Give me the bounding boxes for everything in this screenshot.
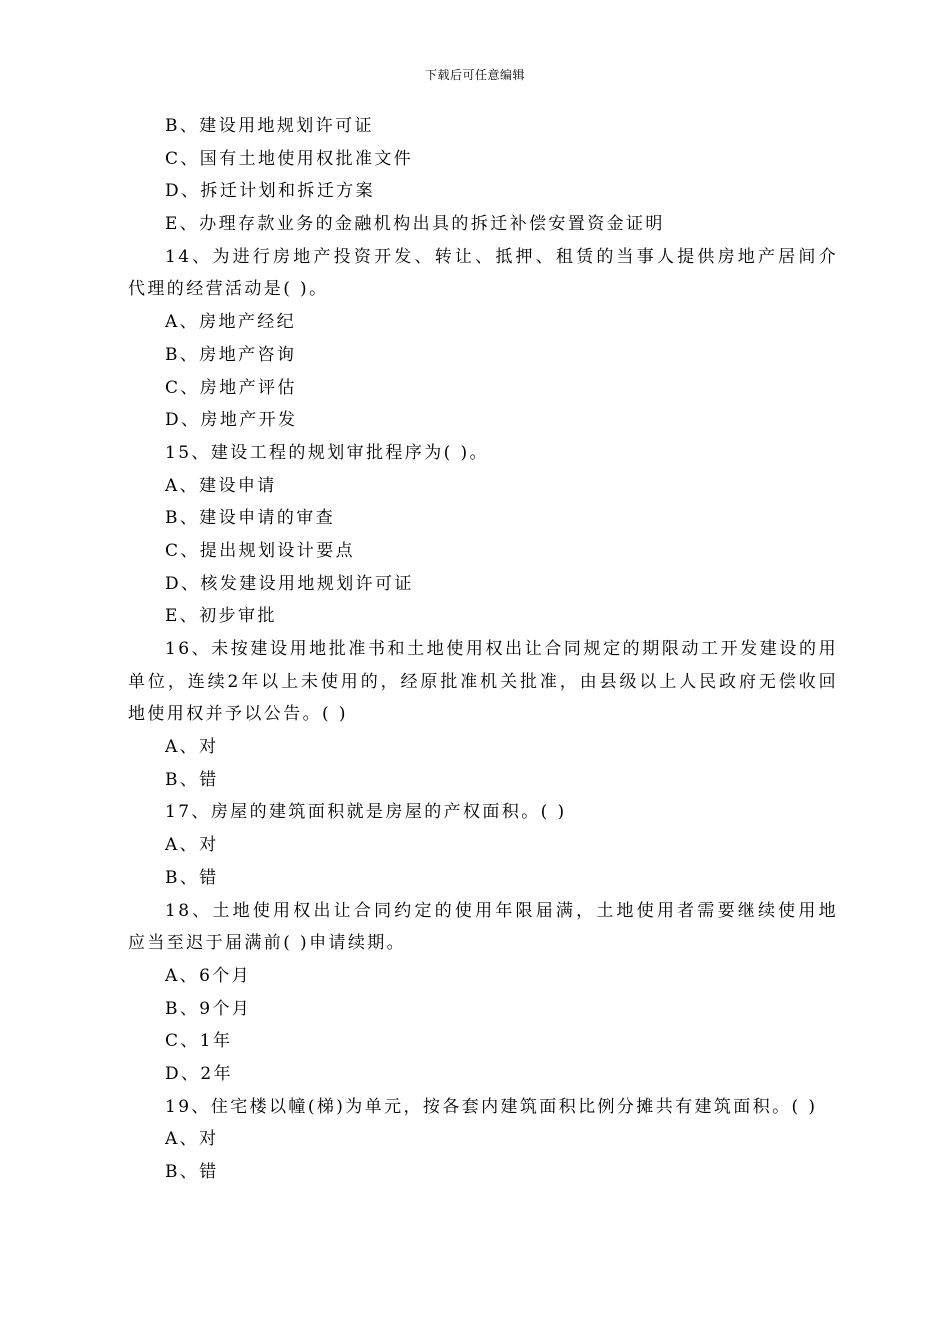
- option-line: D、核发建设用地规划许可证: [165, 573, 414, 594]
- question-line: 16、未按建设用地批准书和土地使用权出让合同规定的期限动工开发建设的用: [165, 639, 838, 659]
- option-line: B、错: [165, 867, 219, 888]
- option-line: D、2年: [165, 1063, 234, 1084]
- option-line: A、对: [165, 835, 219, 856]
- option-line: B、房地产咨询: [165, 344, 297, 365]
- option-line: C、国有土地使用权批准文件: [165, 148, 414, 169]
- question-line: 14、为进行房地产投资开发、转让、抵押、租赁的当事人提供房地产居间介: [165, 246, 838, 267]
- option-line: A、对: [165, 737, 219, 758]
- question-continuation: 应当至迟于届满前( )申请续期。: [128, 933, 407, 954]
- question-line: 15、建设工程的规划审批程序为( )。: [165, 442, 489, 463]
- option-line: C、1年: [165, 1031, 233, 1052]
- option-line: B、错: [165, 769, 219, 790]
- question-line: 19、住宅楼以幢(梯)为单元，按各套内建筑面积比例分摊共有建筑面积。( ): [165, 1096, 818, 1117]
- option-line: D、拆迁计划和拆迁方案: [165, 181, 376, 202]
- option-line: A、房地产经纪: [165, 312, 297, 333]
- option-line: A、对: [165, 1129, 219, 1150]
- question-line: 18、土地使用权出让合同约定的使用年限届满，土地使用者需要继续使用地: [165, 900, 838, 921]
- option-line: B、建设申请的审查: [165, 508, 336, 529]
- page-header: 下载后可任意编辑: [424, 68, 525, 82]
- question-continuation: 代理的经营活动是( )。: [128, 279, 329, 300]
- option-line: B、错: [165, 1162, 219, 1182]
- option-line: E、办理存款业务的金融机构出具的拆迁补偿安置资金证明: [165, 214, 665, 235]
- option-line: B、9个月: [165, 998, 252, 1019]
- option-line: C、房地产评估: [165, 377, 297, 398]
- question-continuation: 地使用权并予以公告。( ): [128, 704, 348, 725]
- option-line: C、提出规划设计要点: [165, 540, 356, 561]
- question-line: 17、房屋的建筑面积就是房屋的产权面积。( ): [165, 802, 567, 823]
- option-line: A、建设申请: [165, 475, 277, 496]
- option-line: B、建设用地规划许可证: [165, 116, 374, 136]
- document-body: [128, 110, 838, 1189]
- option-line: A、6个月: [165, 965, 252, 986]
- question-continuation: 单位，连续2年以上未使用的，经原批准机关批准，由县级以上人民政府无偿收回: [128, 671, 838, 692]
- option-line: E、初步审批: [165, 606, 277, 627]
- option-line: D、房地产开发: [165, 410, 298, 431]
